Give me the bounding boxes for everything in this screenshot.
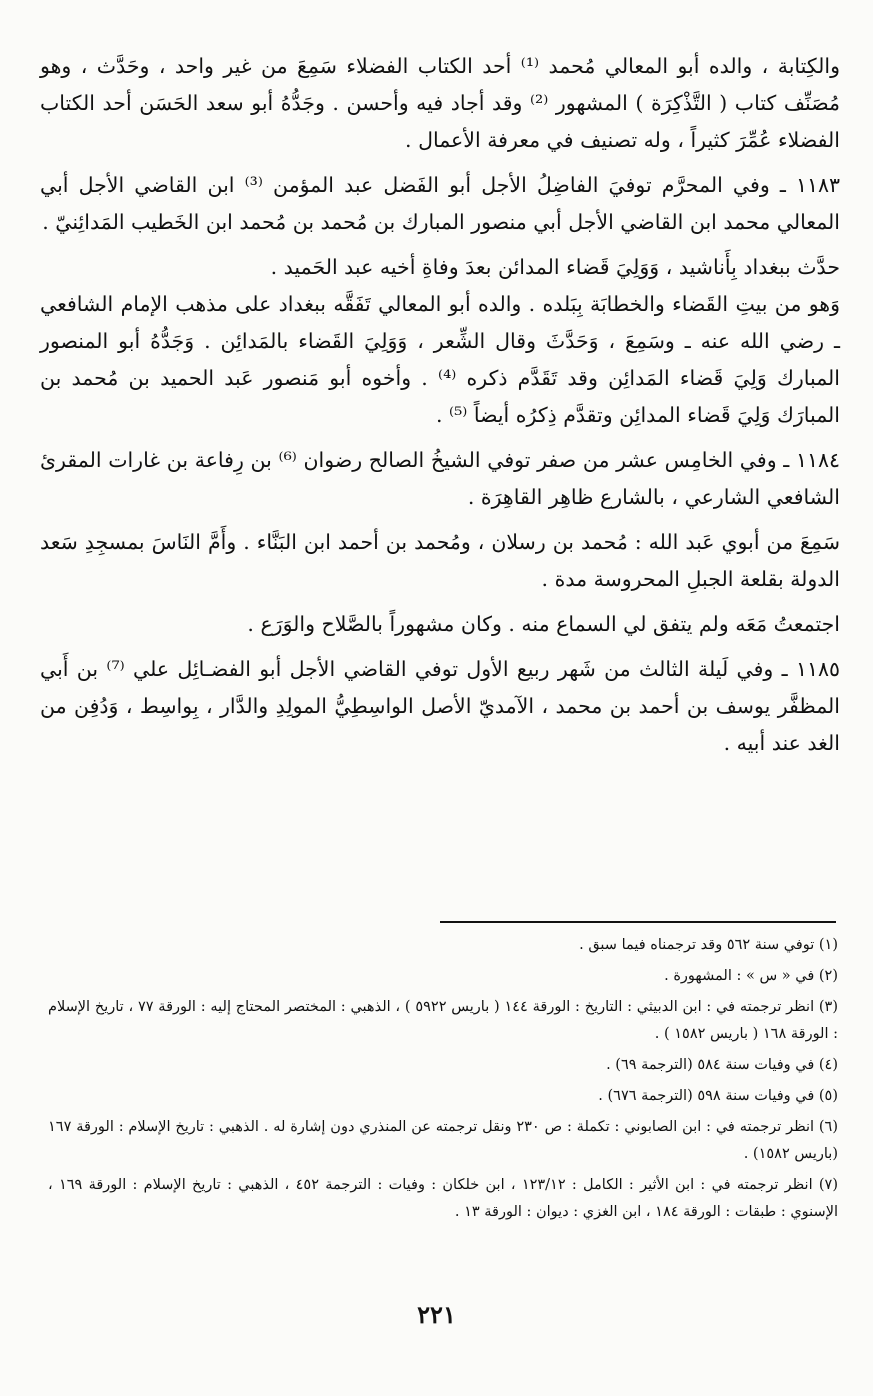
entry-1183: ١١٨٣ ـ وفي المحرَّم توفيَ الفاضِلُ الأجل أبو الفَضل عبد المؤمن ⁽³⁾ ابن القاضي الأجل أبي المعالي محمد ابن القاضي الأجل أبي منصور المبارك بن مُحمد بن مُحمد ابن الخَطيب المَدائِنيّ . (40, 173, 841, 234)
paragraph-continuation: والكِتابة ، والده أبو المعالي مُحمد ⁽¹⁾ أحد الكتاب الفضلاء سَمِعَ من غير واحد ، وحَدَّث ، وهو مُصَنِّف كتاب ( التَّذْكِرَة ) المشهور ⁽²⁾ وقد أجاد فيه وأحسن . وجَدُّهُ أبو سعد الحَسَن أحد الكتاب الفضلاء عُمِّرَ كثيراً ، وله تصنيف في معرفة الأعمال . (40, 54, 841, 152)
entry-1183-family: وَهو من بيتِ القَضاء والخطابَة بِبَلده . والده أبو المعالي تَفَقَّه ببغداد على مذهب الإمام الشافعي ـ رضي الله عنه ـ وسَمِعَ ، وَحَدَّثَ وقال الشِّعر ، وَوَلِيَ القَضاء بالمَدائِن . وَجَدُّهُ أبو المنصور المبارك وَلِيَ قَضاء المَدائِن وقد تَقَدَّم ذكره ⁽⁴⁾ . وأخوه أبو مَنصور عَبد الحميد بن مُحمد بن المبارَك وَلِيَ قَضاء المدائِن وتقدَّم ذِكرُه أيضاً ⁽⁵⁾ . (40, 292, 840, 427)
entry-1184-teachers: سَمِعَ من أبوي عَبد الله : مُحمد بن رسلان ، ومُحمد بن أحمد ابن البَنَّاء . وأَمَّ النَاسَ بمسجِدِ سَعد الدولة بقلعة الجبلِ المحروسة مدة . (40, 530, 840, 591)
footnote-7: (٧) انظر ترجمته في : ابن الأثير : الكامل : ١٢٣/١٢ ، ابن خلكان : وفيات : الترجمة ٤٥٢ ، الذهبي : تاريخ الإسلام : الورقة ١٦٩ ، الإسنوي : طبقات : الورقة ١٨٤ ، ابن الغزي : ديوان : الورقة ١٣ . (48, 1177, 838, 1220)
page-number: ٢٢١ (417, 1300, 456, 1329)
footnote-4: (٤) في وفيات سنة ٥٨٤ (الترجمة ٦٩) . (606, 1057, 838, 1073)
footnote-6: (٦) انظر ترجمته في : ابن الصابوني : تكملة : ص ٢٣٠ ونقل ترجمته عن المنذري دون إشارة له . الذهبي : تاريخ الإسلام : الورقة ١٦٧ (باريس ١٥٨٢) . (48, 1119, 838, 1162)
entry-1184-meeting: اجتمعتُ مَعَه ولم يتفق لي السماع منه . وكان مشهوراً بالصَّلاح والوَرَع . (247, 612, 840, 636)
footnotes (48, 932, 838, 1230)
entry-1183-narration: حدَّث ببغداد بِأَناشيد ، وَوَلِيَ قَضاء المدائن بعدَ وفاةِ أخيه عبد الحَميد . (270, 255, 840, 279)
main-text (40, 48, 840, 770)
footnote-2: (٢) في « س » : المشهورة . (664, 968, 838, 984)
footnote-1: (١) توفي سنة ٥٦٢ وقد ترجمناه فيما سبق . (579, 937, 838, 953)
entry-1185: ١١٨٥ ـ وفي لَيلة الثالث من شَهر ربيع الأول توفي القاضي الأجل أبو الفضـائِل علي ⁽⁷⁾ بن أَبي المظفَّر يوسف بن أحمد بن محمد ، الآمديّ الأصل الواسِطِيُّ المولِدِ والدَّار ، بِواسِط ، وَدُفِن من الغد عند أبيه . (40, 657, 840, 755)
footnote-divider (440, 921, 836, 923)
footnote-3: (٣) انظر ترجمته في : ابن الدبيثي : التاريخ : الورقة ١٤٤ ( باريس ٥٩٢٢ ) ، الذهبي : المختصر المحتاج إليه : الورقة ٧٧ ، تاريخ الإسلام : الورقة ١٦٨ ( باريس ١٥٨٢ ) . (48, 999, 839, 1042)
footnote-5: (٥) في وفيات سنة ٥٩٨ (الترجمة ٦٧٦) . (598, 1088, 838, 1104)
entry-1184: ١١٨٤ ـ وفي الخامِس عشر من صفر توفي الشيخُ الصالح رضوان ⁽⁶⁾ بن رِفاعة بن غارات المقرئ الشافعي الشارعي ، بالشارع ظاهِر القاهِرَة . (40, 448, 840, 509)
